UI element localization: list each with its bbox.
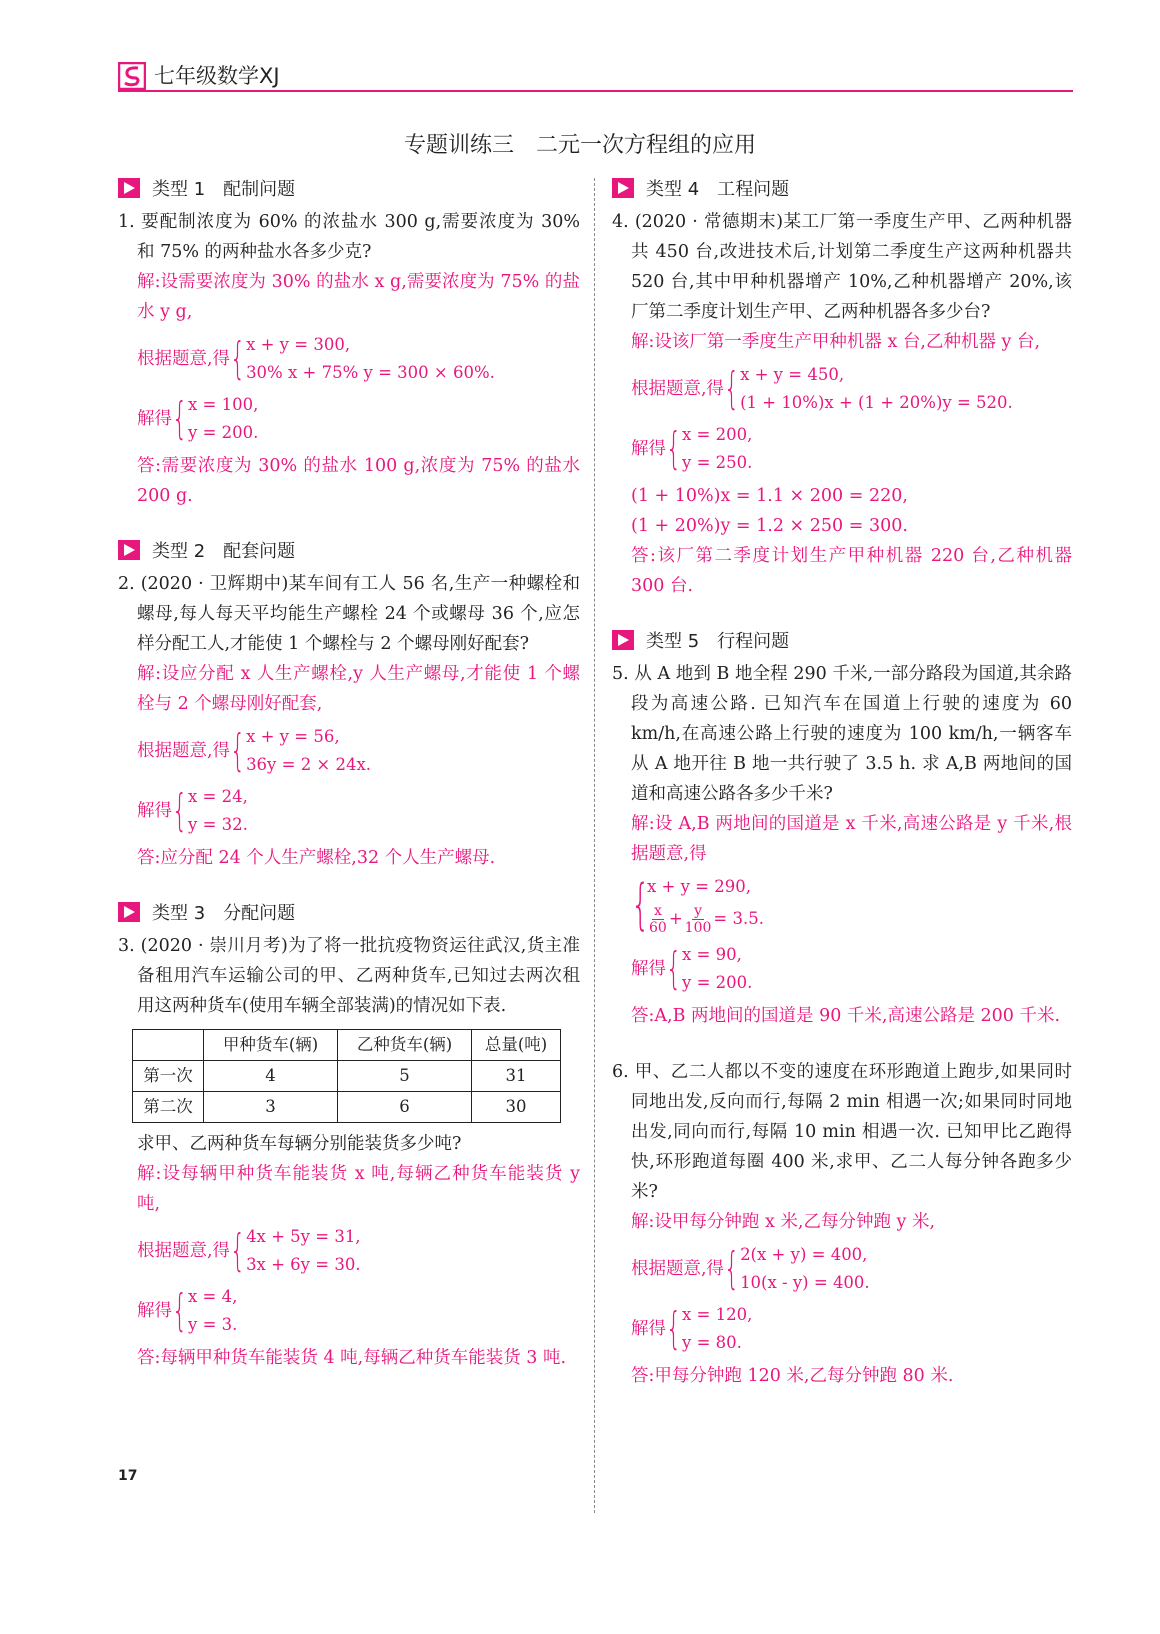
answer-2: 答:应分配 24 个人生产螺栓,32 个人生产螺母. <box>137 848 496 868</box>
right-column <box>612 175 1072 1391</box>
book-title: 七年级数学XJ <box>154 64 280 88</box>
section-heading-1: 类型 1 配制问题 <box>118 175 580 205</box>
section-heading-2: 类型 2 配套问题 <box>118 537 580 567</box>
calculation-4a: (1 + 10%)x = 1.1 × 200 = 220, <box>631 486 908 506</box>
play-triangle-icon <box>612 630 634 650</box>
calculation-4b: (1 + 20%)y = 1.2 × 250 = 300. <box>631 516 908 536</box>
table-row: 第二次 3 6 30 <box>133 1092 561 1123</box>
solution-setup-1: 解:设需要浓度为 30% 的盐水 x g,需要浓度为 75% 的盐水 y g, <box>137 272 580 322</box>
equation-system-4: 根据题意,得 { x + y = 450, (1 + 10%)x + (1 + 20%)y = 520. <box>631 363 1013 414</box>
section-heading-4: 类型 4 工程问题 <box>612 175 1072 205</box>
solution-system-6: 解得 { x = 120, y = 80. <box>631 1303 753 1354</box>
equation-system-3: 根据题意,得 { 4x + 5y = 31, 3x + 6y = 30. <box>137 1225 361 1276</box>
question-6: 6. 甲、乙二人都以不变的速度在环形跑道上跑步,如果同时同地出发,反向而行,每隔 2 min 相遇一次;如果同时同地出发,同向而行,每隔 10 min 相遇一次. 已知甲比乙跑得快,环形跑道每圈 400 米,求甲、乙二人每分钟各跑多少米? <box>612 1062 1072 1202</box>
solution-setup-2: 解:设应分配 x 人生产螺栓,y 人生产螺母,才能使 1 个螺栓与 2 个螺母刚好配套, <box>137 664 580 714</box>
solution-setup-6: 解:设甲每分钟跑 x 米,乙每分钟跑 y 米, <box>631 1212 936 1232</box>
section-heading-3: 类型 3 分配问题 <box>118 899 580 929</box>
equation-system-6: 根据题意,得 { 2(x + y) = 400, 10(x - y) = 400. <box>631 1243 870 1294</box>
solution-setup-5: 解:设 A,B 两地间的国道是 x 千米,高速公路是 y 千米,根据题意,得 <box>631 814 1072 864</box>
question-3: 3. (2020 · 崇川月考)为了将一批抗疫物资运往武汉,货主准备租用汽车运输公司的甲、乙两种货车,已知过去两次租用这两种货车(使用车辆全部装满)的情况如下表. <box>118 936 580 1016</box>
header-rule <box>118 90 1073 92</box>
section-heading-5: 类型 5 行程问题 <box>612 627 1072 657</box>
equation-system-2: 根据题意,得 { x + y = 56, 36y = 2 × 24x. <box>137 725 372 776</box>
question-4: 4. (2020 · 常德期末)某工厂第一季度生产甲、乙两种机器共 450 台,改进技术后,计划第二季度生产这两种机器共 520 台,其中甲种机器增产 10%,乙种机器增产 20%,该厂第二季度计划生产甲、乙两种机器各多少台? <box>612 212 1072 322</box>
equation-system-1: 根据题意,得 { x + y = 300, 30% x + 75% y = 300 × 60%. <box>137 333 495 384</box>
publisher-logo-icon <box>118 62 146 90</box>
question-5: 5. 从 A 地到 B 地全程 290 千米,一部分路段为国道,其余路段为高速公路. 已知汽车在国道上行驶的速度为 60 km/h,在高速公路上行驶的速度为 100 km/h,一辆客车从 A 地开往 B 地一共行驶了 3.5 h. 求 A,B 两地间的国道和高速公路各多少千米? <box>612 664 1072 804</box>
page-title: 专题训练三 二元一次方程组的应用 <box>403 133 756 158</box>
table-header-row: 甲种货车(辆) 乙种货车(辆) 总量(吨) <box>133 1030 561 1061</box>
page-number: 17 <box>118 1468 138 1484</box>
column-divider <box>594 178 595 1513</box>
answer-5: 答:A,B 两地间的国道是 90 千米,高速公路是 200 千米. <box>631 1006 1061 1026</box>
answer-4: 答:该厂第二季度计划生产甲种机器 220 台,乙种机器 300 台. <box>631 546 1072 596</box>
table-row: 第一次 4 5 31 <box>133 1061 561 1092</box>
equation-system-5: { x + y = 290, $\frac{x}{60}$ + $\frac{y}{100}$ = 3.5. <box>631 873 764 936</box>
solution-setup-4: 解:设该厂第一季度生产甲种机器 x 台,乙种机器 y 台, <box>631 332 1041 352</box>
question-3-ask: 求甲、乙两种货车每辆分别能装货多少吨? <box>137 1134 462 1154</box>
solution-system-4: 解得 { x = 200, y = 250. <box>631 423 753 474</box>
answer-3: 答:每辆甲种货车能装货 4 吨,每辆乙种货车能装货 3 吨. <box>137 1348 567 1368</box>
left-column <box>118 175 580 1373</box>
answer-6: 答:甲每分钟跑 120 米,乙每分钟跑 80 米. <box>631 1366 954 1386</box>
question-2: 2. (2020 · 卫辉期中)某车间有工人 56 名,生产一种螺栓和螺母,每人每天平均能生产螺栓 24 个或螺母 36 个,应怎样分配工人,才能使 1 个螺栓与 2 个螺母刚好配套? <box>118 574 580 654</box>
play-triangle-icon <box>118 178 140 198</box>
solution-setup-3: 解:设每辆甲种货车能装货 x 吨,每辆乙种货车能装货 y 吨, <box>137 1164 580 1214</box>
solution-system-1: 解得 { x = 100, y = 200. <box>137 393 259 444</box>
answer-1: 答:需要浓度为 30% 的盐水 100 g,浓度为 75% 的盐水 200 g. <box>137 456 580 506</box>
play-triangle-icon <box>118 902 140 922</box>
page-header <box>118 58 1073 94</box>
solution-system-5: 解得 { x = 90, y = 200. <box>631 943 753 994</box>
play-triangle-icon <box>612 178 634 198</box>
question-1: 1. 要配制浓度为 60% 的浓盐水 300 g,需要浓度为 30% 和 75% 的两种盐水各多少克? <box>118 212 580 262</box>
play-triangle-icon <box>118 540 140 560</box>
truck-data-table <box>132 1029 561 1123</box>
solution-system-3: 解得 { x = 4, y = 3. <box>137 1285 238 1336</box>
solution-system-2: 解得 { x = 24, y = 32. <box>137 785 248 836</box>
